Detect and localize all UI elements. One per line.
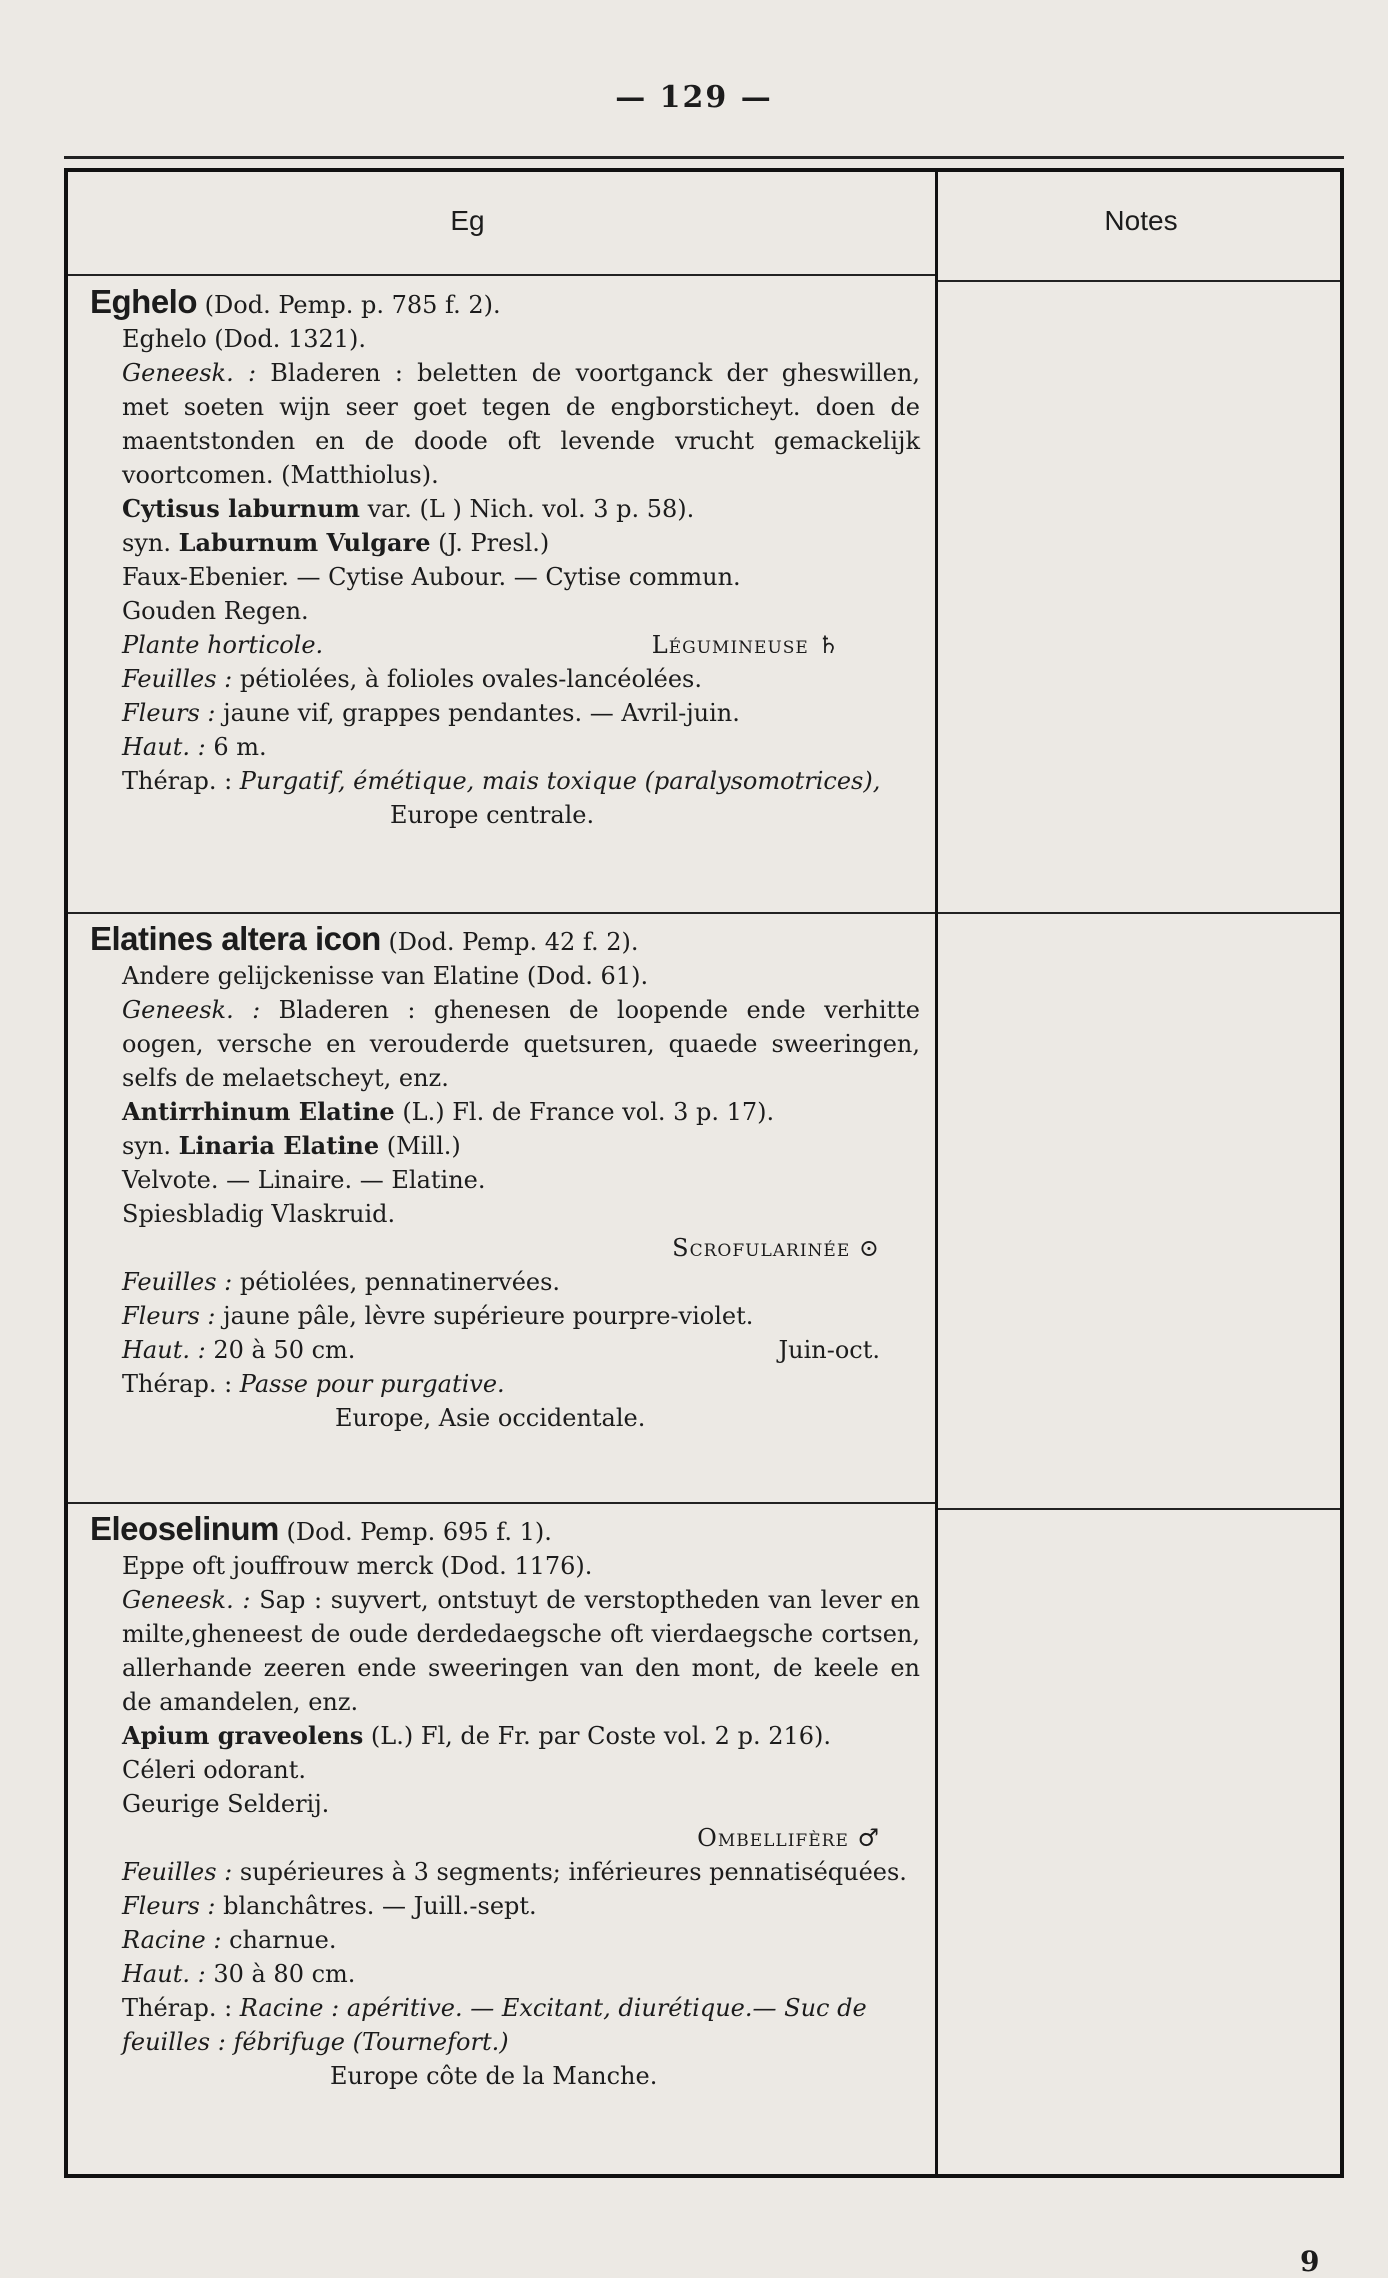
column-header-notes: Notes bbox=[1104, 205, 1178, 236]
entry-alt: Andere gelijckenisse van Elatine (Dod. 61). bbox=[122, 962, 649, 990]
entry-rule-notes bbox=[938, 912, 1340, 914]
entry-elatines: Elatines altera icon (Dod. Pemp. 42 f. 2). Andere gelijckenisse van Elatine (Dod. 61). Geneesk. : Bladeren : ghenesen de loopende ende verhitte oogen, versche en verouderde quetsuren, quaede sweeringen, selfs de melaetscheyt, enz. Antirrhinum Elatine (L.) Fl. de France vol. 3 p. 17). syn. Linaria Elatine (Mill.) Velvote. — Linaire. — Elatine. Spiesbladig Vlaskruid. Scrofularinée ⊙ Feuilles : pétiolées, pennatinervées. Fleurs : jaune pâle, lèvre supérieure pourpre-violet. Haut. : 20 à 50 cm. Juin-oct. Thérap. : Passe pour purgative. Europe, Asie occidentale. bbox=[90, 922, 920, 1435]
entry-rule bbox=[68, 1502, 935, 1504]
entry-title: Eleoselinum bbox=[90, 1510, 279, 1547]
region: Europe centrale. bbox=[390, 801, 595, 829]
page-number: — 129 — bbox=[615, 80, 773, 115]
entry-title: Eghelo bbox=[90, 283, 198, 320]
fr-names: Céleri odorant. bbox=[122, 1756, 306, 1784]
family-label: Scrofularinée ⊙ bbox=[672, 1234, 880, 1262]
therap-text: Thérap. : Racine : apéritive. — Excitant, diurétique.— Suc de feuilles : fébrifuge (Tournefort.) bbox=[122, 1994, 867, 2056]
plant-note: Plante horticole. bbox=[122, 631, 324, 659]
fleurs-text: jaune vif, grappes pendantes. — Avril-juin. bbox=[223, 699, 740, 727]
family-label: Légumineuse ♄ bbox=[651, 631, 840, 659]
haut-text: 30 à 80 cm. bbox=[213, 1960, 356, 1988]
region: Europe côte de la Manche. bbox=[330, 2062, 658, 2090]
racine-text: charnue. bbox=[229, 1926, 337, 1954]
nl-name: Geurige Selderij. bbox=[122, 1790, 330, 1818]
entry-title-ref: (Dod. Pemp. p. 785 f. 2). bbox=[204, 291, 501, 319]
entry-geneesk: Geneesk. : Bladeren : ghenesen de loopende ende verhitte oogen, versche en verouderde quetsuren, quaede sweeringen, selfs de melaetscheyt, enz. bbox=[122, 996, 920, 1092]
family-label: Ombellifère ♂ bbox=[697, 1824, 880, 1852]
entry-geneesk: Geneesk. : Bladeren : beletten de voortganck der gheswillen, met soeten wijn seer goet tegen de engborsticheyt. doen de maentstonden en de doode oft levende vrucht gemackelijk voortcomen. (Matthiolus). bbox=[122, 359, 920, 489]
entry-rule-notes bbox=[938, 1508, 1340, 1510]
sci-ref: (L.) Fl, de Fr. par Coste vol. 2 p. 216). bbox=[370, 1722, 831, 1750]
season-text: Juin-oct. bbox=[778, 1336, 880, 1364]
entry-title: Elatines altera icon bbox=[90, 920, 381, 957]
fr-names: Velvote. — Linaire. — Elatine. bbox=[122, 1166, 486, 1194]
feuilles-text: supérieures à 3 segments; inférieures pennatiséquées. bbox=[239, 1858, 907, 1886]
column-header-eg: Eg bbox=[450, 205, 485, 236]
entry-eleoselinum: Eleoselinum (Dod. Pemp. 695 f. 1). Eppe oft jouffrouw merck (Dod. 1176). Geneesk. : Sap : suyvert, ontstuyt de verstoptheden van lever en milte,gheneest de oude derdedaegsche oft vierdaegsche cortsen, allerhande zeeren ende sweeringen van den mont, de keele en de amandelen, enz. Apium graveolens (L.) Fl, de Fr. par Coste vol. 2 p. 216). Céleri odorant. Geurige Selderij. Ombellifère ♂ Feuilles : supérieures à 3 segments; inférieures pennatiséquées. Fleurs : blanchâtres. — Juill.-sept. Racine : charnue. Haut. : 30 à 80 cm. Thérap. : Racine : apéritive. — Excitant, diurétique.— Suc de feuilles : fébrifuge (Tournefort.) Europe côte de la Manche. bbox=[90, 1512, 920, 2093]
therap-text: Purgatif, émétique, mais toxique (paralysomotrices), bbox=[239, 767, 881, 795]
sci-name: Antirrhinum Elatine bbox=[122, 1097, 395, 1126]
header-rule-notes bbox=[938, 280, 1340, 282]
haut-text: 6 m. bbox=[213, 733, 267, 761]
column-divider bbox=[935, 168, 938, 2178]
fr-names: Faux-Ebenier. — Cytise Aubour. — Cytise commun. bbox=[122, 563, 741, 591]
feuilles-text: pétiolées, pennatinervées. bbox=[239, 1268, 561, 1296]
fleurs-text: jaune pâle, lèvre supérieure pourpre-violet. bbox=[223, 1302, 754, 1330]
sci-name: Apium graveolens bbox=[122, 1721, 364, 1750]
fleurs-text: blanchâtres. — Juill.-sept. bbox=[223, 1892, 537, 1920]
entry-title-ref: (Dod. Pemp. 695 f. 1). bbox=[286, 1518, 552, 1546]
entry-rule bbox=[68, 912, 935, 914]
entry-geneesk: Geneesk. : Sap : suyvert, ontstuyt de verstoptheden van lever en milte,gheneest de oude derdedaegsche oft vierdaegsche cortsen, allerhande zeeren ende sweeringen van den mont, de keele en de amandelen, enz. bbox=[122, 1586, 920, 1716]
nl-name: Spiesbladig Vlaskruid. bbox=[122, 1200, 396, 1228]
haut-text: 20 à 50 cm. bbox=[213, 1336, 356, 1364]
sheet-number: 9 bbox=[1300, 2245, 1320, 2278]
therap-text: Passe pour purgative. bbox=[239, 1370, 505, 1398]
region: Europe, Asie occidentale. bbox=[335, 1404, 646, 1432]
entry-eghelo: Eghelo (Dod. Pemp. p. 785 f. 2). Eghelo (Dod. 1321). Geneesk. : Bladeren : beletten de voortganck der gheswillen, met soeten wijn seer goet tegen de engborsticheyt. doen de maentstonden en de doode oft levende vrucht gemackelijk voortcomen. (Matthiolus). Cytisus laburnum var. (L ) Nich. vol. 3 p. 58). syn. Laburnum Vulgare (J. Presl.) Faux-Ebenier. — Cytise Aubour. — Cytise commun. Gouden Regen. Plante horticole. Légumineuse ♄ Feuilles : pétiolées, à folioles ovales-lancéolées. Fleurs : jaune vif, grappes pendantes. — Avril-juin. Haut. : 6 m. Thérap. : Purgatif, émétique, mais toxique (paralysomotrices), Europe centrale. bbox=[90, 285, 920, 832]
sci-name: Cytisus laburnum bbox=[122, 494, 360, 523]
header-rule bbox=[68, 274, 935, 276]
top-rule bbox=[64, 156, 1344, 159]
feuilles-text: pétiolées, à folioles ovales-lancéolées. bbox=[239, 665, 702, 693]
entry-title-ref: (Dod. Pemp. 42 f. 2). bbox=[388, 928, 639, 956]
sci-ref: (L.) Fl. de France vol. 3 p. 17). bbox=[402, 1098, 775, 1126]
entry-alt: Eghelo (Dod. 1321). bbox=[122, 325, 367, 353]
syn-name: Linaria Elatine bbox=[178, 1131, 380, 1160]
sci-ref: var. (L ) Nich. vol. 3 p. 58). bbox=[367, 495, 695, 523]
entry-alt: Eppe oft jouffrouw merck (Dod. 1176). bbox=[122, 1552, 593, 1580]
nl-name: Gouden Regen. bbox=[122, 597, 309, 625]
syn-name: Laburnum Vulgare bbox=[178, 528, 431, 557]
